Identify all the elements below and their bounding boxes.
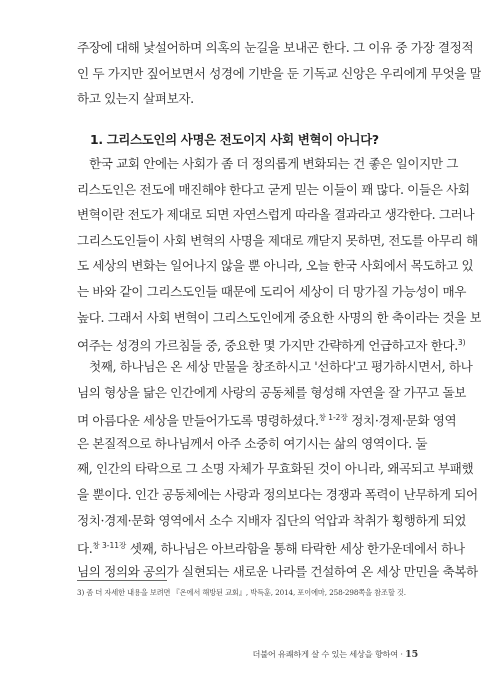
text-line: 인 두 가지만 짚어보면서 성경에 기반을 둔 기독교 신앙은 우리에게 무엇을 말 (77, 65, 481, 81)
text-line: 은 본질적으로 하나님께서 아주 소중히 여기시는 삶의 영역이다. 둘 (77, 435, 428, 451)
text-line-content: 며 아름다운 세상을 만들어가도록 명령하셨다. (77, 413, 319, 429)
text-line-content: 셋째, 하나님은 아브라함을 통해 타락한 세상 한가운데에서 하나 (126, 541, 465, 557)
text-line: 한국 교회 안에는 사회가 좀 더 정의롭게 변화되는 건 좋은 일이지만 그 (89, 156, 459, 171)
scripture-reference: 창 3-11장 (92, 541, 127, 551)
text-line: 리스도인은 전도에 매진해야 한다고 굳게 믿는 이들이 꽤 많다. 이들은 사회 (77, 181, 470, 197)
page-number: 15 (405, 649, 418, 660)
text-line (77, 405, 457, 431)
scripture-reference: 창 1-2장 (318, 413, 348, 423)
footnote-reference: 3) (457, 338, 466, 348)
text-line: 변혁이란 전도가 제대로 되면 자연스럽게 따라올 결과라고 생각한다. 그러나 (77, 207, 475, 223)
text-line: 하고 있는지 살펴보자. (77, 91, 194, 107)
text-line: 님의 정의와 공의가 실현되는 새로운 나라를 건설하여 온 세상 만민을 축복하 (77, 563, 478, 579)
footnote-divider (77, 580, 167, 581)
text-line: 주장에 대해 낯설어하며 의혹의 눈길을 보내곤 한다. 그 이유 중 가장 결정적 (77, 40, 474, 55)
text-line (77, 330, 466, 356)
intro-paragraph (77, 35, 481, 112)
text-line (77, 533, 465, 559)
page-footer (252, 649, 418, 660)
running-title: 더불어 유쾌하게 살 수 있는 세상을 향하여 · (252, 649, 406, 659)
text-line: 는 바와 같이 그리스도인들 때문에 도리어 세상이 더 망가질 가능성이 매우 (77, 283, 466, 299)
text-line: 도 세상의 변화는 일어나지 않을 뿐 아니라, 오늘 한국 사회에서 목도하고 있 (77, 258, 474, 274)
text-line: 첫째, 하나님은 온 세상 만물을 창조하시고 '선하다'고 평가하시면서, 하나 (89, 359, 473, 374)
section-heading: 1. 그리스도인의 사명은 전도이지 사회 변혁이 아니다? (90, 132, 379, 147)
body-paragraph-2 (77, 354, 478, 584)
text-line: 정치·경제·문화 영역에서 소수 지배자 집단의 억압과 착취가 횡행하게 되었 (77, 512, 466, 528)
text-line-content: 정치·경제·문화 영역 (347, 413, 457, 429)
text-line: 그리스도인들이 사회 변혁의 사명을 제대로 깨닫지 못하면, 전도를 아무리 해 (77, 232, 478, 248)
text-line: 째, 인간의 타락으로 그 소명 자체가 무효화된 것이 아니라, 왜곡되고 부패했 (77, 461, 474, 477)
text-line: 님의 형상을 닮은 인간에게 사랑의 공동체를 형성해 자연을 잘 가꾸고 돌보 (77, 384, 466, 400)
text-line: 높다. 그래서 사회 변혁이 그리스도인에게 중요한 사명의 한 축이라는 것을 보 (77, 309, 481, 325)
text-line: 을 뿐이다. 인간 공동체에는 사랑과 정의보다는 경쟁과 폭력이 난무하게 되어 (77, 486, 478, 502)
footnote: 3) 좀 더 자세한 내용을 보려면 『온에서 해방된 교회』, 박득훈, 2014, 포이에마, 258-298쪽을 참조할 것. (77, 588, 406, 597)
text-line-content: 다. (77, 541, 93, 557)
text-line-content: 여주는 성경의 가르침들 중, 중요한 몇 가지만 간략하게 언급하고자 한다. (77, 338, 458, 354)
body-paragraph-1 (77, 151, 481, 356)
